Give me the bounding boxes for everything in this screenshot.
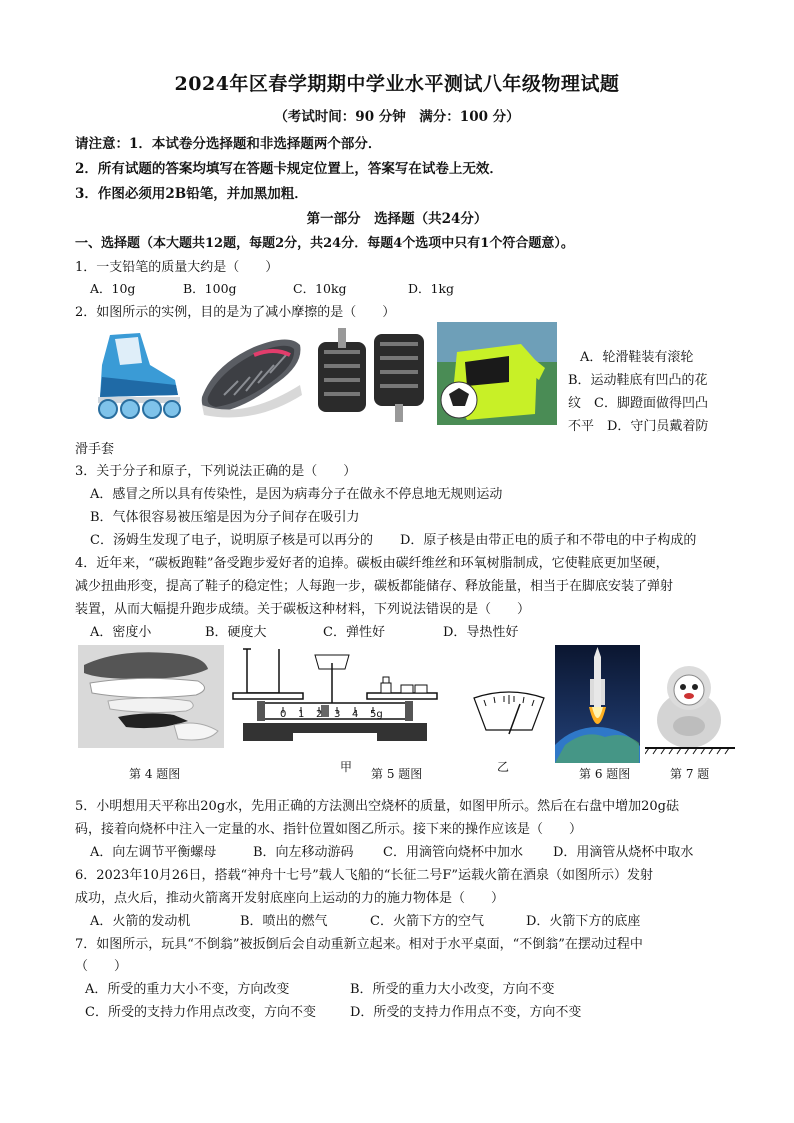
caption-fig7: 第 7 题 [670, 767, 710, 781]
sneaker-sole-image [194, 325, 306, 420]
q7-option-a: A．所受的重力大小不变，方向改变 [85, 982, 290, 997]
q2-side-line-1: A．轮滑鞋装有滚轮 [580, 350, 694, 365]
tumbler-toy-image [645, 660, 735, 756]
scale-tick-2: 2 [316, 709, 323, 720]
q4-option-b: B．硬度大 [205, 625, 267, 640]
q6-option-b: B．喷出的燃气 [240, 914, 328, 929]
q2-side-line-4: 不平 D．守门员戴着防 [568, 419, 709, 434]
note-3: 3．作图必须用2B铅笔，并加黑加粗． [75, 186, 308, 202]
caption-fig5: 第 5 题图 [371, 767, 423, 781]
scale-tick-5: 5g [370, 709, 383, 720]
q6-line-1: 6．2023年10月26日，搭载“神舟十七号”载人飞船的“长征二号F”运载火箭在酒泉（如图所示）发射 [75, 868, 654, 883]
q1-option-d: D．1kg [408, 281, 455, 296]
q1-option-c: C．10kg [293, 281, 347, 296]
pointer-dial-yi [470, 690, 548, 740]
label-jia: 甲 [340, 760, 353, 774]
q2-side-line-3: 纹 C．脚蹬面做得凹凸 [568, 396, 708, 411]
q6-line-2: 成功，点火后，推动火箭离开发射底座向上运动的力的施力物体是（ ） [75, 891, 505, 906]
q7-option-b: B．所受的重力大小改变，方向不变 [350, 982, 555, 997]
q5-line-2: 码，接着向烧杯中注入一定量的水、指针位置如图乙所示。接下来的操作应该是（ ） [75, 822, 583, 837]
exam-subtitle: （考试时间：90 分钟 满分：100 分） [274, 109, 520, 125]
q7-option-c: C．所受的支持力作用点改变，方向不变 [85, 1005, 316, 1020]
carbon-shoe-image [78, 645, 224, 748]
q4-line-2: 减少扭曲形变，提高了鞋子的稳定性；人每跑一步，碳板都能储存、释放能量，相当于在脚底安装了弹射 [75, 579, 674, 594]
q5-option-b: B．向左移动游码 [253, 845, 354, 860]
q1-option-b: B．100g [183, 281, 237, 296]
caption-fig6: 第 6 题图 [579, 767, 631, 781]
q5-option-d: D．用滴管从烧杯中取水 [553, 845, 694, 860]
q2-stem: 2．如图所示的实例，目的是为了减小摩擦的是（ ） [75, 305, 396, 320]
scale-tick-1: 1 [298, 709, 305, 720]
q4-line-1: 4．近年来，“碳板跑鞋”备受跑步爱好者的追捧。碳板由碳纤维丝和环氧树脂制成，它使鞋底更加坚硬， [75, 556, 669, 571]
q7-line-1: 7．如图所示，玩具“不倒翁”被扳倒后会自动重新立起来。相对于水平桌面，“不倒翁”在摆动过程中 [75, 937, 643, 952]
q3-option-a: A．感冒之所以具有传染性，是因为病毒分子在做永不停息地无规则运动 [90, 487, 503, 502]
q6-option-d: D．火箭下方的底座 [526, 914, 641, 929]
q5-line-1: 5．小明想用天平称出20g水，先用正确的方法测出空烧杯的质量，如图甲所示。然后在右盘中增加20g砝 [75, 799, 679, 814]
pedal-image [312, 320, 430, 425]
exam-title: 2024年区春学期期中学业水平测试八年级物理试题 [174, 73, 620, 95]
q5-option-a: A．向左调节平衡螺母 [90, 845, 217, 860]
note-2: 2．所有试题的答案均填写在答题卡规定位置上，答案写在试卷上无效． [75, 161, 503, 177]
scale-tick-0: 0 [280, 709, 287, 720]
q5-option-c: C．用滴管向烧杯中加水 [383, 845, 523, 860]
q3-option-c: C．汤姆生发现了电子，说明原子核是可以再分的 [90, 533, 373, 548]
q4-option-d: D．导热性好 [443, 625, 519, 640]
label-yi: 乙 [497, 760, 510, 774]
q7-line-2: （ ） [75, 959, 128, 974]
q1-stem: 1．一支铅笔的质量大约是（ ） [75, 260, 279, 275]
q6-option-a: A．火箭的发动机 [90, 914, 191, 929]
q2-tail: 滑手套 [75, 442, 115, 457]
q3-option-d: D．原子核是由带正电的质子和不带电的中子构成的 [400, 533, 697, 548]
q6-option-c: C．火箭下方的空气 [370, 914, 484, 929]
q3-option-b: B．气体很容易被压缩是因为分子间存在吸引力 [90, 510, 360, 525]
note-1: 请注意：1．本试卷分选择题和非选择题两个部分． [75, 136, 382, 152]
caption-fig4: 第 4 题图 [129, 767, 181, 781]
q4-option-a: A．密度小 [90, 625, 152, 640]
scale-tick-4: 4 [352, 709, 359, 720]
roller-skate-image [80, 325, 190, 420]
q4-line-3: 装置，从而大幅提升跑步成绩。关于碳板这种材料，下列说法错误的是（ ） [75, 602, 531, 617]
q1-option-a: A．10g [90, 281, 136, 296]
q3-stem: 3．关于分子和原子，下列说法正确的是（ ） [75, 464, 357, 479]
q2-side-line-2: B．运动鞋底有凹凸的花 [568, 373, 708, 388]
q4-option-c: C．弹性好 [323, 625, 385, 640]
goalkeeper-glove-image [437, 322, 557, 425]
rocket-image [555, 645, 640, 763]
scale-tick-3: 3 [334, 709, 341, 720]
q7-option-d: D．所受的支持力作用点不变，方向不变 [350, 1005, 582, 1020]
part1-instruction: 一、选择题（本大题共12题，每题2分，共24分．每题4个选项中只有1个符合题意）。 [75, 236, 574, 251]
balance-diagram-jia [229, 645, 441, 745]
part1-heading: 第一部分 选择题（共24分） [306, 211, 488, 227]
